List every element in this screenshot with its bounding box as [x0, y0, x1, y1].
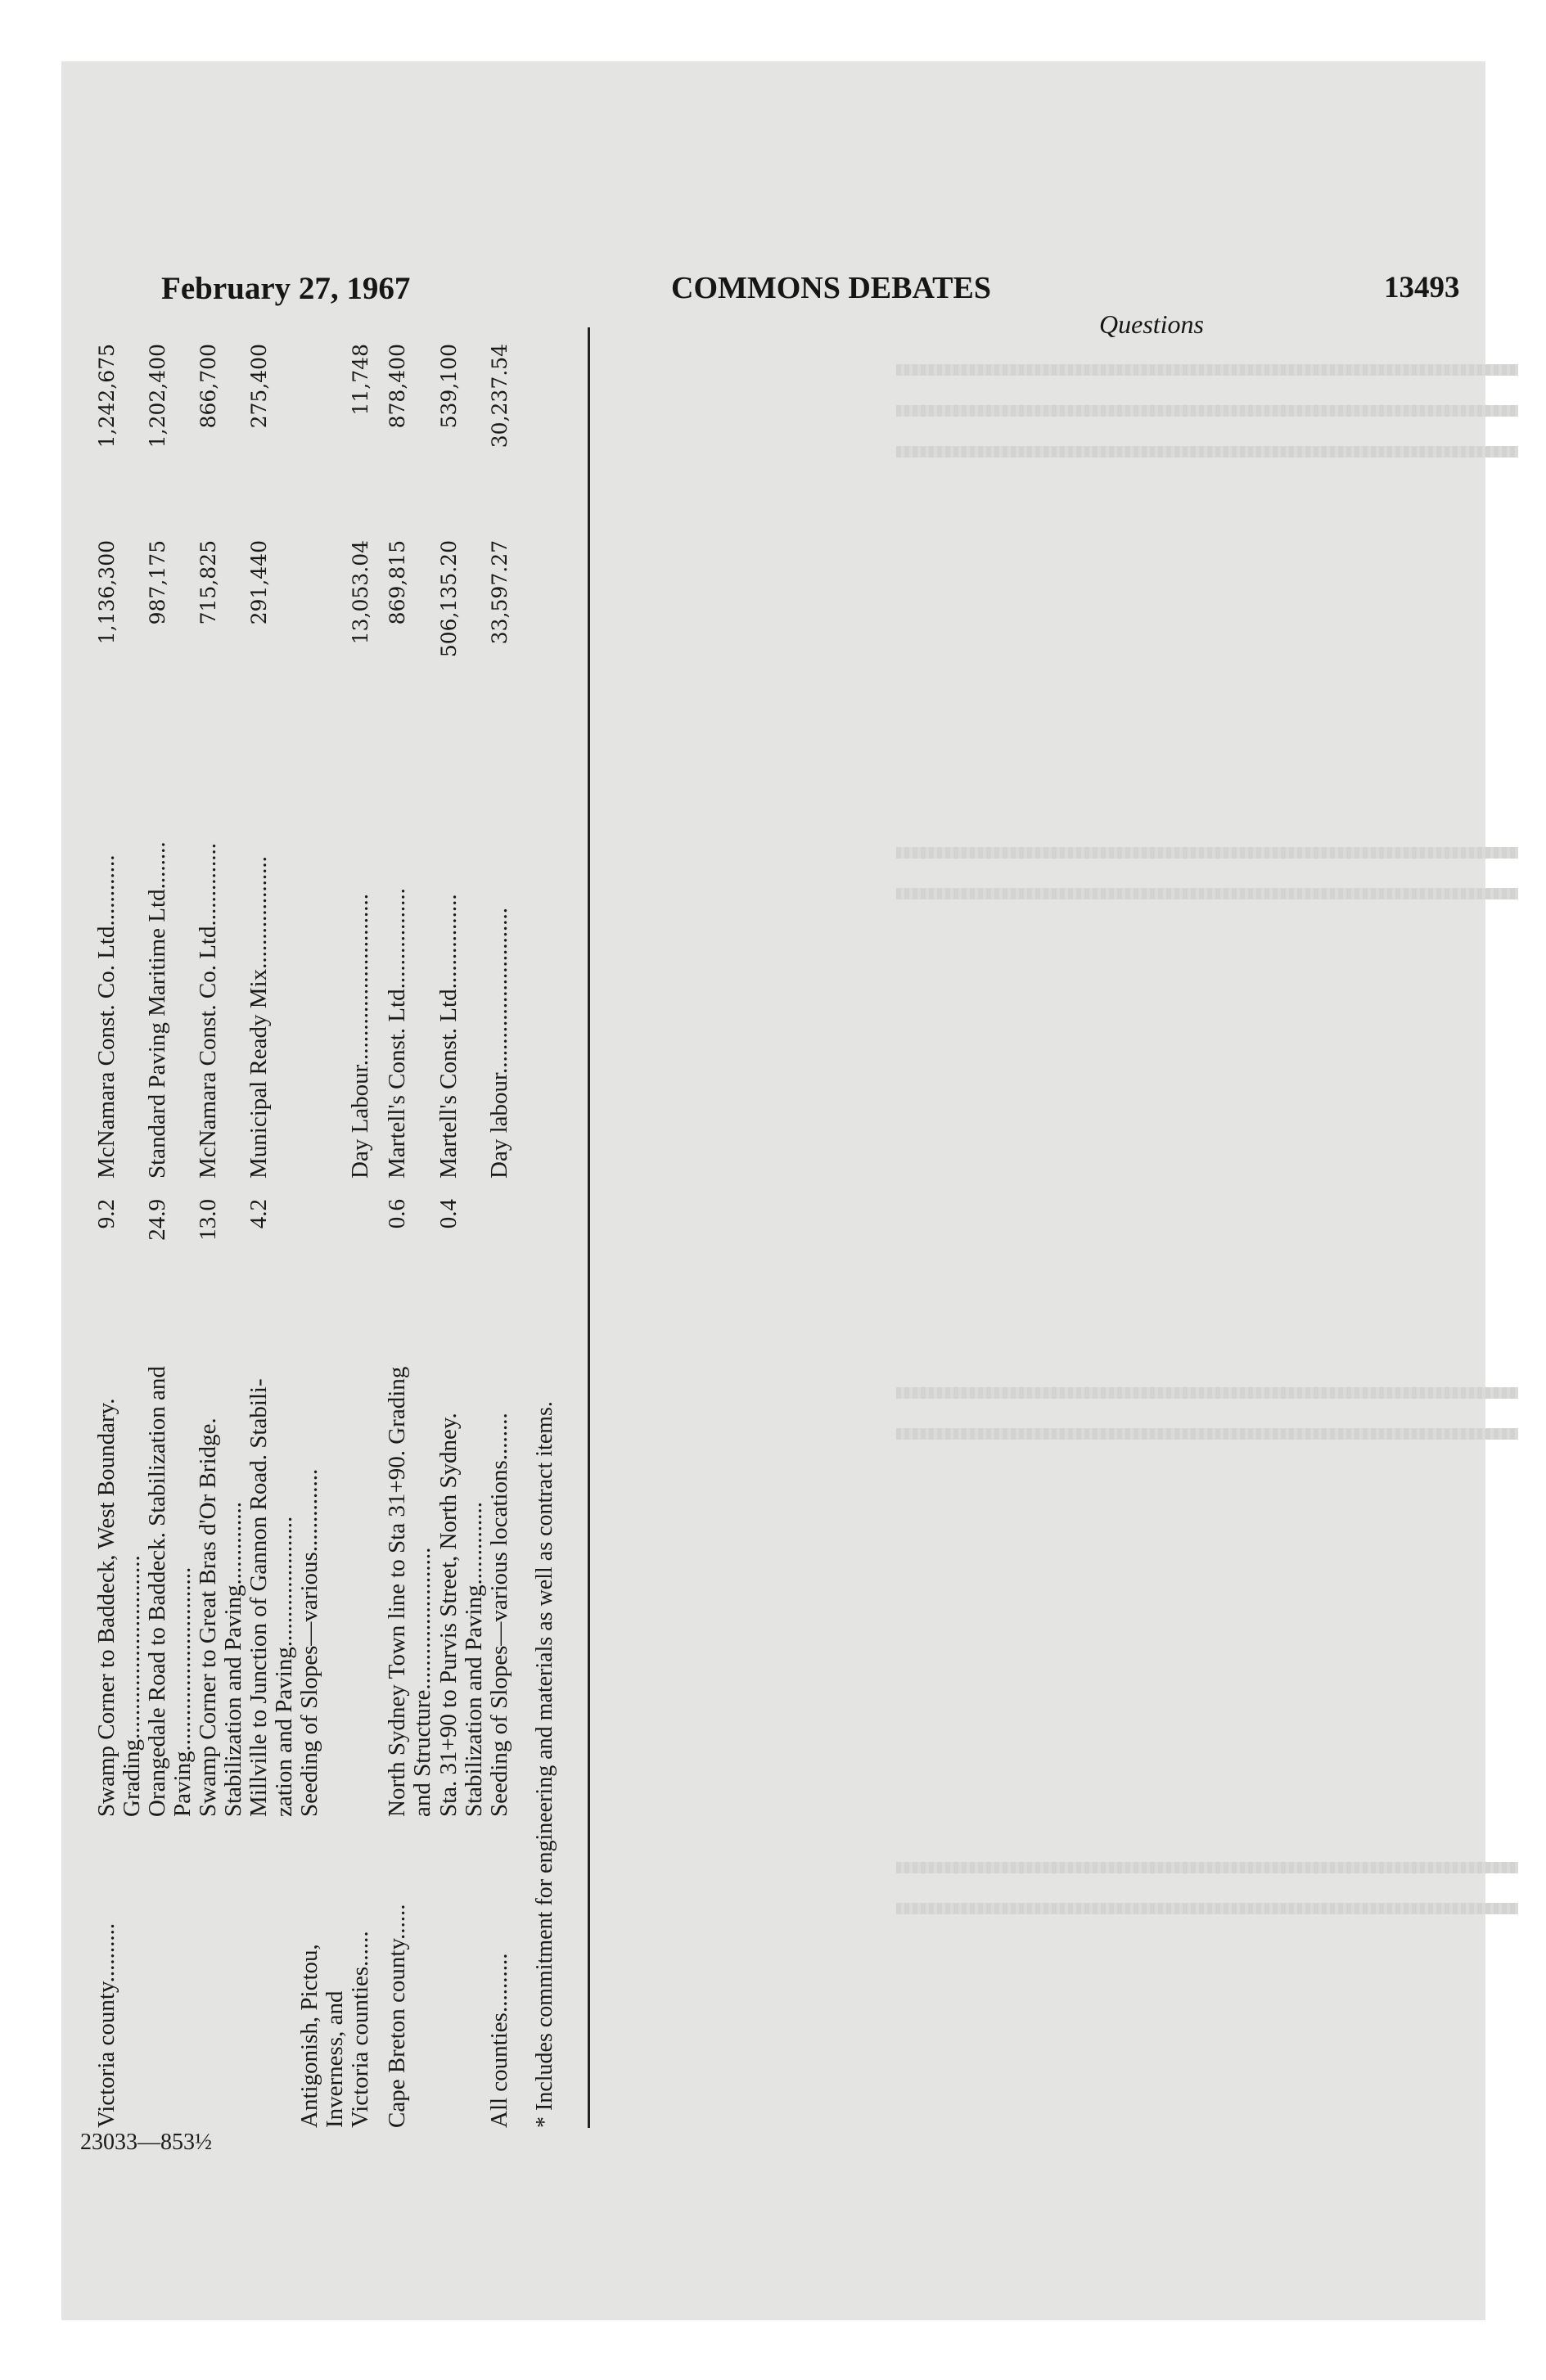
project-line: Seeding of Slopes—various..............	[296, 1468, 322, 1817]
county-line: Inverness, and	[322, 1990, 348, 2128]
project-cell	[196, 1418, 246, 1817]
county-line: Victoria counties......	[347, 1931, 373, 2128]
table-footnote: * Includes commitment for engineering and materials as well as contract items.	[532, 1401, 557, 2128]
project-line: Stabilization and Paving..............	[220, 1501, 246, 1817]
estimate-cell: 869,815	[385, 540, 409, 625]
project-line: zation and Paving......................	[271, 1516, 297, 1817]
project-line: Orangedale Road to Baddeck. Stabilization and	[144, 1366, 170, 1817]
project-cell	[297, 1469, 322, 1817]
contractor-cell: Martell's Const. Ltd.................	[384, 888, 410, 1179]
table-rule	[588, 327, 590, 2128]
estimate-cell: 506,135.20	[437, 540, 461, 658]
contractor-cell: Martell's Const. Ltd................	[435, 894, 462, 1179]
project-line: Millville to Junction of Gannon Road. Stabili-	[246, 1378, 272, 1817]
county-cell	[94, 1923, 119, 2128]
cost-cell: 275,400	[247, 344, 271, 429]
contractor-cell: Standard Paving Maritime Ltd........	[144, 841, 170, 1179]
section-heading: Questions	[1099, 309, 1204, 339]
show-through-text	[896, 364, 1518, 376]
show-through-text	[896, 405, 1518, 417]
show-through-text	[896, 1387, 1518, 1399]
show-through-text	[896, 888, 1518, 899]
show-through-text	[896, 847, 1518, 859]
show-through-text	[896, 1862, 1518, 1873]
project-line: Stabilization and Paving..............	[461, 1501, 487, 1817]
cost-cell: 1,242,675	[95, 344, 119, 449]
miles-cell: 0.6	[384, 1199, 410, 1229]
county-line: Cape Breton county......	[384, 1904, 410, 2128]
page-number: 13493	[1384, 271, 1460, 304]
county-line: All counties..........	[486, 1953, 512, 2128]
rotated-table	[94, 327, 618, 2128]
show-through-text	[896, 446, 1518, 458]
cost-cell: 30,237.54	[488, 344, 512, 449]
miles-cell: 9.2	[93, 1199, 119, 1229]
county-line: Antigonish, Pictou,	[296, 1944, 322, 2128]
project-cell	[436, 1413, 487, 1817]
show-through-text	[896, 1903, 1518, 1914]
estimate-cell: 13,053.04	[349, 540, 372, 645]
estimate-cell: 1,136,300	[95, 540, 119, 645]
county-cell	[297, 1931, 373, 2128]
contractor-cell: McNamara Const. Co. Ltd............	[93, 854, 119, 1179]
project-line: Swamp Corner to Baddeck, West Boundary.	[93, 1398, 119, 1817]
contractor-cell: Municipal Ready Mix...................	[246, 856, 272, 1179]
county-cell	[385, 1904, 410, 2128]
project-line: Seeding of Slopes—various locations........	[486, 1413, 512, 1817]
contractor-cell: Day labour............................	[486, 907, 512, 1179]
contractor-cell: Day Labour.............................	[347, 894, 373, 1179]
estimate-cell: 987,175	[146, 540, 169, 625]
project-line: Grading...............................	[119, 1555, 145, 1817]
miles-cell: 13.0	[195, 1199, 221, 1241]
miles-cell: 0.4	[435, 1199, 462, 1229]
county-line: Victoria county..........	[93, 1922, 119, 2128]
project-cell	[385, 1367, 435, 1817]
project-cell	[246, 1378, 297, 1817]
project-cell	[145, 1366, 196, 1817]
miles-cell: 24.9	[144, 1199, 170, 1241]
project-cell	[94, 1398, 145, 1817]
page-date: February 27, 1967	[161, 271, 411, 306]
project-line: Swamp Corner to Great Bras d'Or Bridge.	[195, 1418, 221, 1817]
estimate-cell: 33,597.27	[488, 540, 512, 645]
miles-cell: 4.2	[246, 1199, 272, 1229]
project-line: Sta. 31+90 to Purvis Street, North Sydney.	[435, 1413, 462, 1817]
project-cell	[487, 1413, 512, 1817]
project-line: Paving...............................	[169, 1566, 196, 1817]
plate-number: 23033—853½	[80, 2130, 212, 2155]
project-line: and Structure........................	[409, 1547, 435, 1817]
cost-cell: 878,400	[385, 344, 409, 429]
cost-cell: 11,748	[349, 344, 372, 416]
contractor-cell: McNamara Const. Co. Ltd..............	[195, 843, 221, 1179]
estimate-cell: 715,825	[196, 540, 220, 625]
cost-cell: 539,100	[437, 344, 461, 429]
show-through-text	[896, 1428, 1518, 1440]
cost-cell: 866,700	[196, 344, 220, 429]
cost-cell: 1,202,400	[146, 344, 169, 449]
county-cell	[487, 1954, 512, 2128]
estimate-cell: 291,440	[247, 540, 271, 625]
page-title: COMMONS DEBATES	[671, 271, 991, 305]
project-line: North Sydney Town line to Sta 31+90. Grading	[384, 1366, 410, 1817]
